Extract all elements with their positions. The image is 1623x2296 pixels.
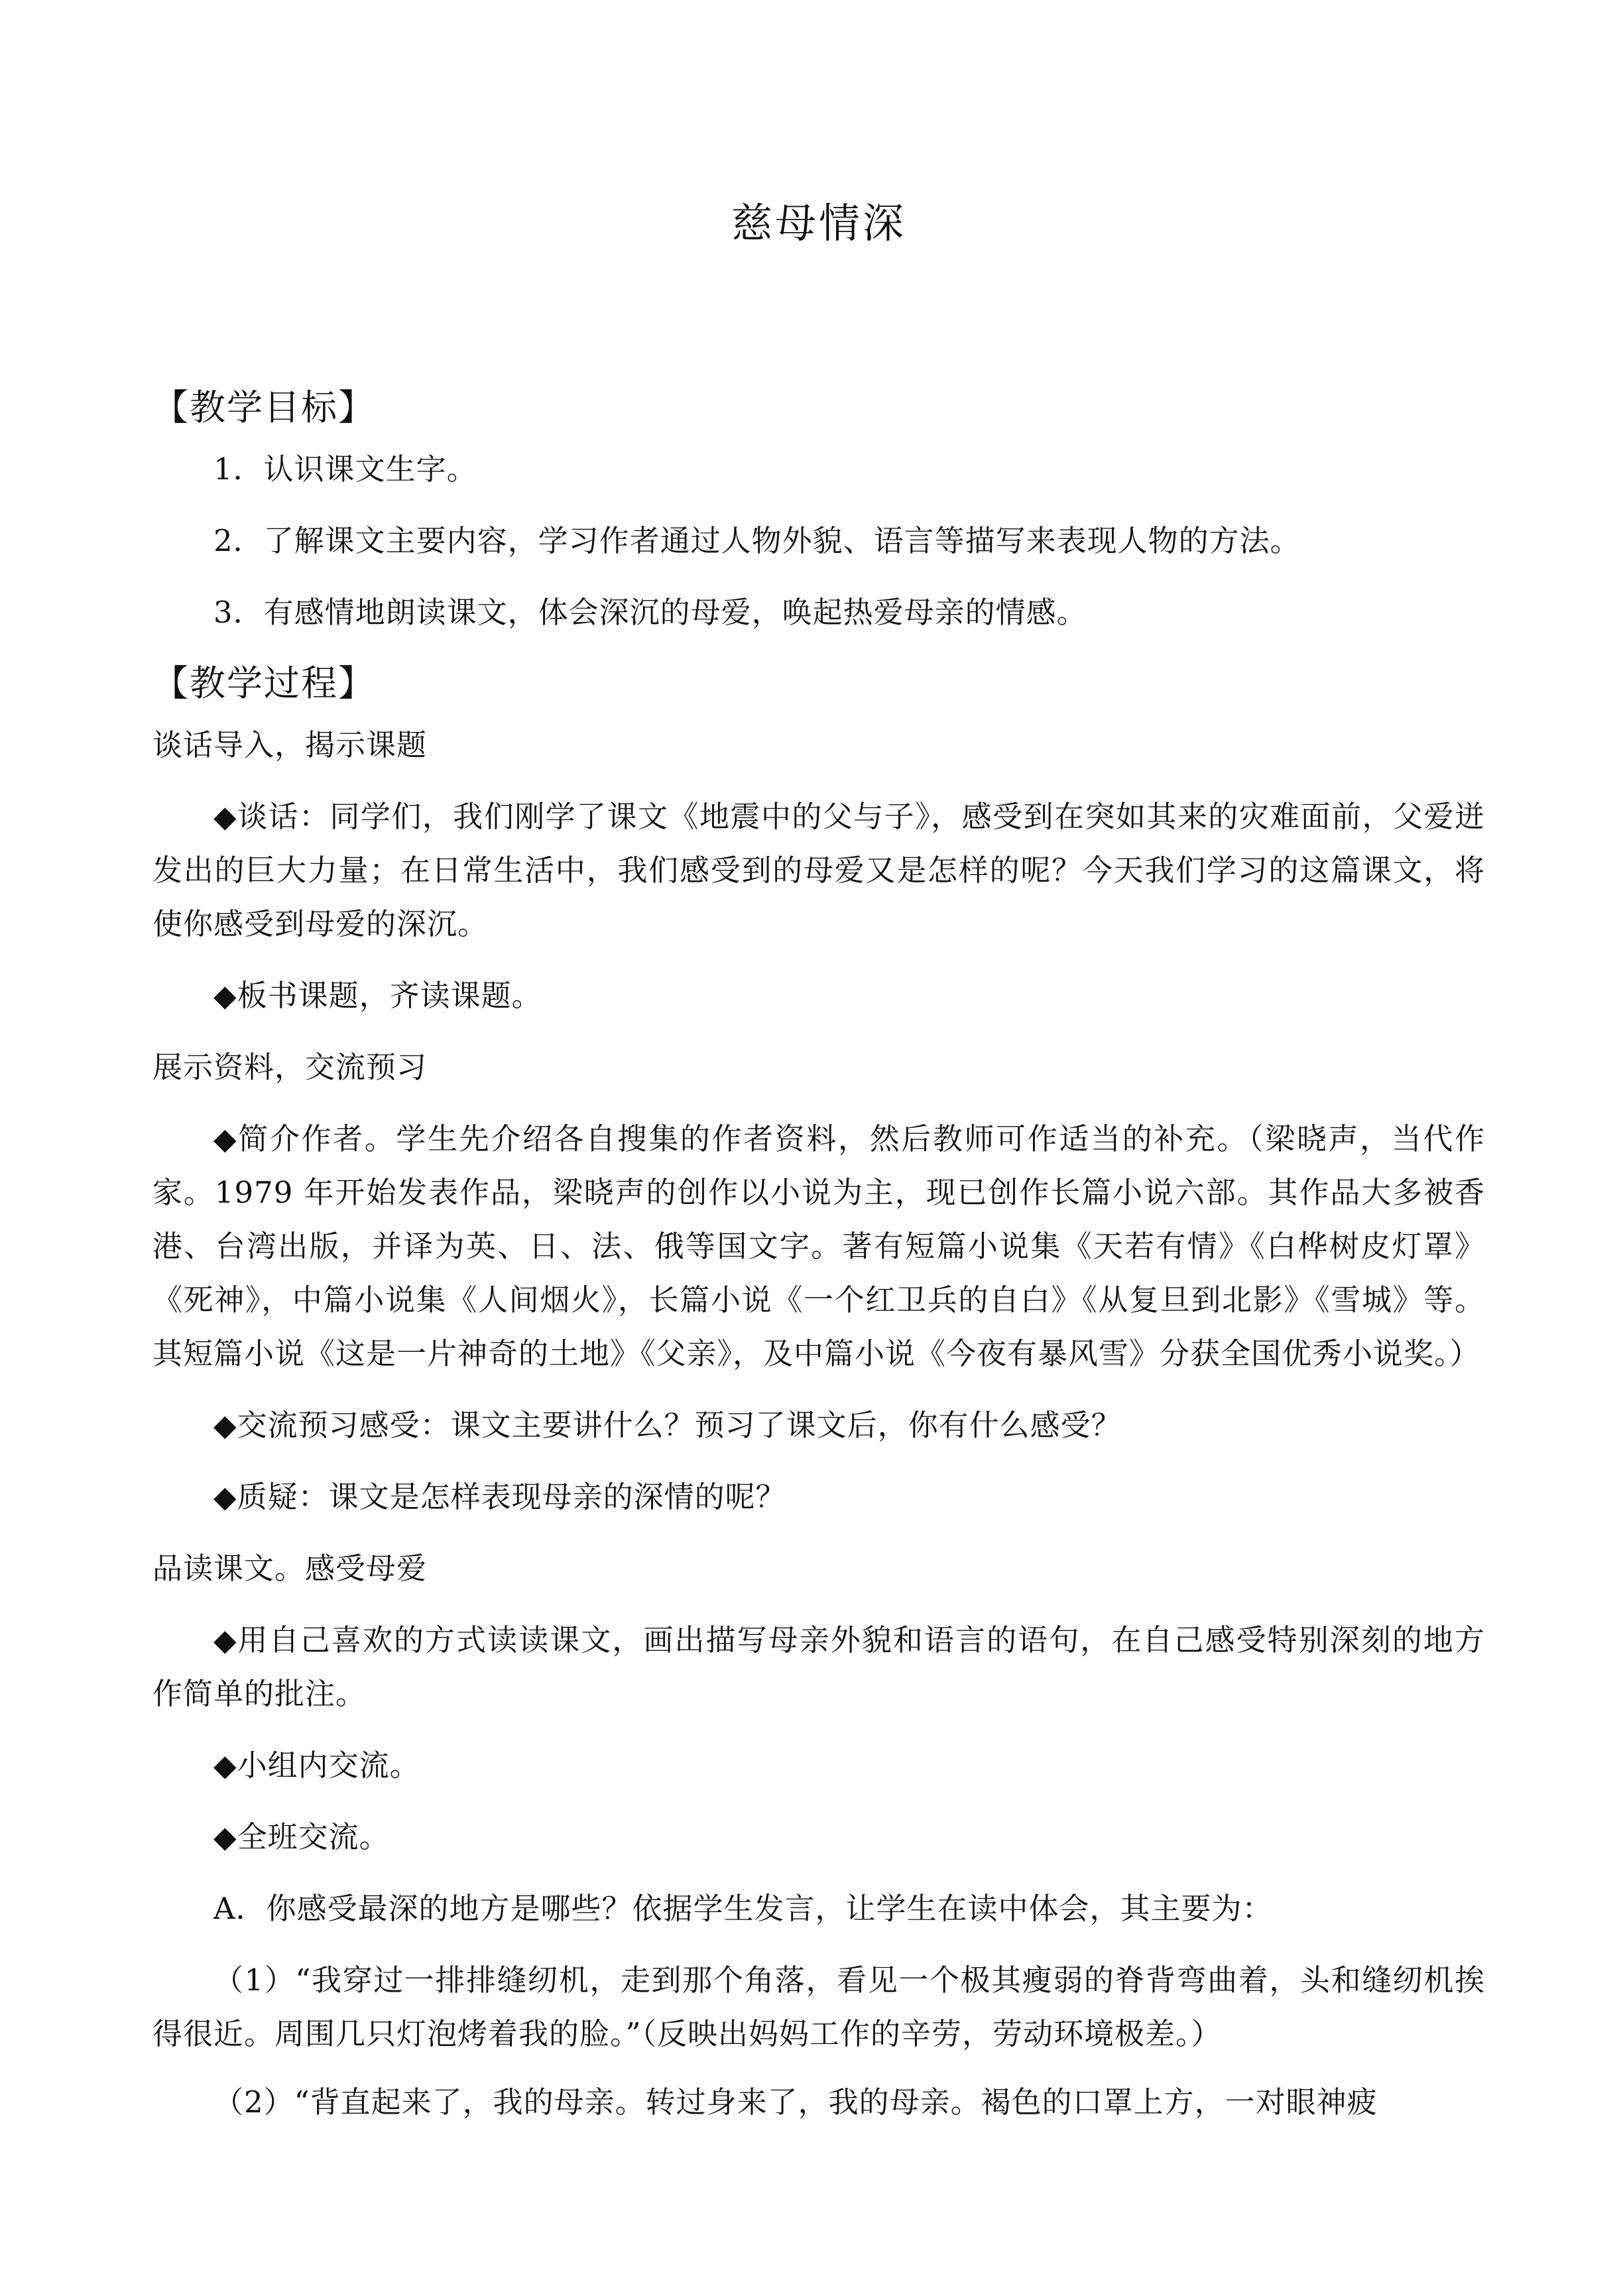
document-body: [152, 381, 1485, 2144]
goals-heading: 【教学目标】: [152, 387, 375, 428]
goal-item: 2．了解课文主要内容，学习作者通过人物外貌、语言等描写来表现人物的方法。: [213, 523, 1301, 558]
part1-item: ◆谈话：同学们，我们刚学了课文《地震中的父与子》，感受到在突如其来的灾难面前，父爱迸发出的巨大力量；在日常生活中，我们感受到的母爱又是怎样的呢？今天我们学习的这篇课文，将使你感受到母爱的深沉。: [152, 799, 1485, 941]
part2-title: 展示资料，交流预习: [152, 1050, 428, 1085]
part2-item: ◆质疑：课文是怎样表现母亲的深情的呢？: [213, 1479, 786, 1514]
part3-title: 品读课文。感受母爱: [152, 1551, 428, 1586]
quote-item: （1）“我穿过一排排缝纫机，走到那个角落，看见一个极其瘦弱的脊背弯曲着，头和缝纫机挨得很近。周围几只灯泡烤着我的脸。”（反映出妈妈工作的辛劳，劳动环境极差。）: [152, 1963, 1485, 2051]
part3-item: A．你感受最深的地方是哪些？依据学生发言，让学生在读中体会，其主要为：: [213, 1891, 1273, 1926]
part3-item: ◆小组内交流。: [213, 1748, 420, 1783]
goal-item: 3．有感情地朗读课文，体会深沉的母爱，唤起热爱母亲的情感。: [213, 595, 1087, 630]
goal-item: 1．认识课文生字。: [213, 452, 477, 487]
page-title: 慈母情深: [731, 199, 906, 247]
part2-item: ◆交流预习感受：课文主要讲什么？预习了课文后，你有什么感受？: [213, 1408, 1122, 1443]
process-heading: 【教学过程】: [152, 662, 375, 704]
part1-item: ◆板书课题，齐读课题。: [213, 978, 542, 1013]
part1-title: 谈话导入，揭示课题: [152, 727, 428, 762]
part3-item: ◆全班交流。: [213, 1819, 390, 1854]
part3-item: ◆用自己喜欢的方式读读课文，画出描写母亲外貌和语言的语句，在自己感受特别深刻的地方作简单的批注。: [152, 1622, 1485, 1711]
part2-item: ◆简介作者。学生先介绍各自搜集的作者资料，然后教师可作适当的补充。（梁晓声，当代作家。1979 年开始发表作品，梁晓声的创作以小说为主，现已创作长篇小说六部。其作品大多被香港、台湾出版，并译为英、日、法、俄等国文字。著有短篇小说集《天若有情》《白桦树皮灯罩》《死神》，中篇小说集《人间烟火》，长篇小说《一个红卫兵的自白》《从复旦到北影》《雪城》等。其短篇小说《这是一片神奇的土地》《父亲》，及中篇小说《今夜有暴风雪》分获全国优秀小说奖。）: [152, 1121, 1485, 1371]
document-page: [152, 0, 1485, 2296]
quote-item: （2）“背直起来了，我的母亲。转过身来了，我的母亲。褐色的口罩上方，一对眼神疲: [213, 2085, 1378, 2120]
